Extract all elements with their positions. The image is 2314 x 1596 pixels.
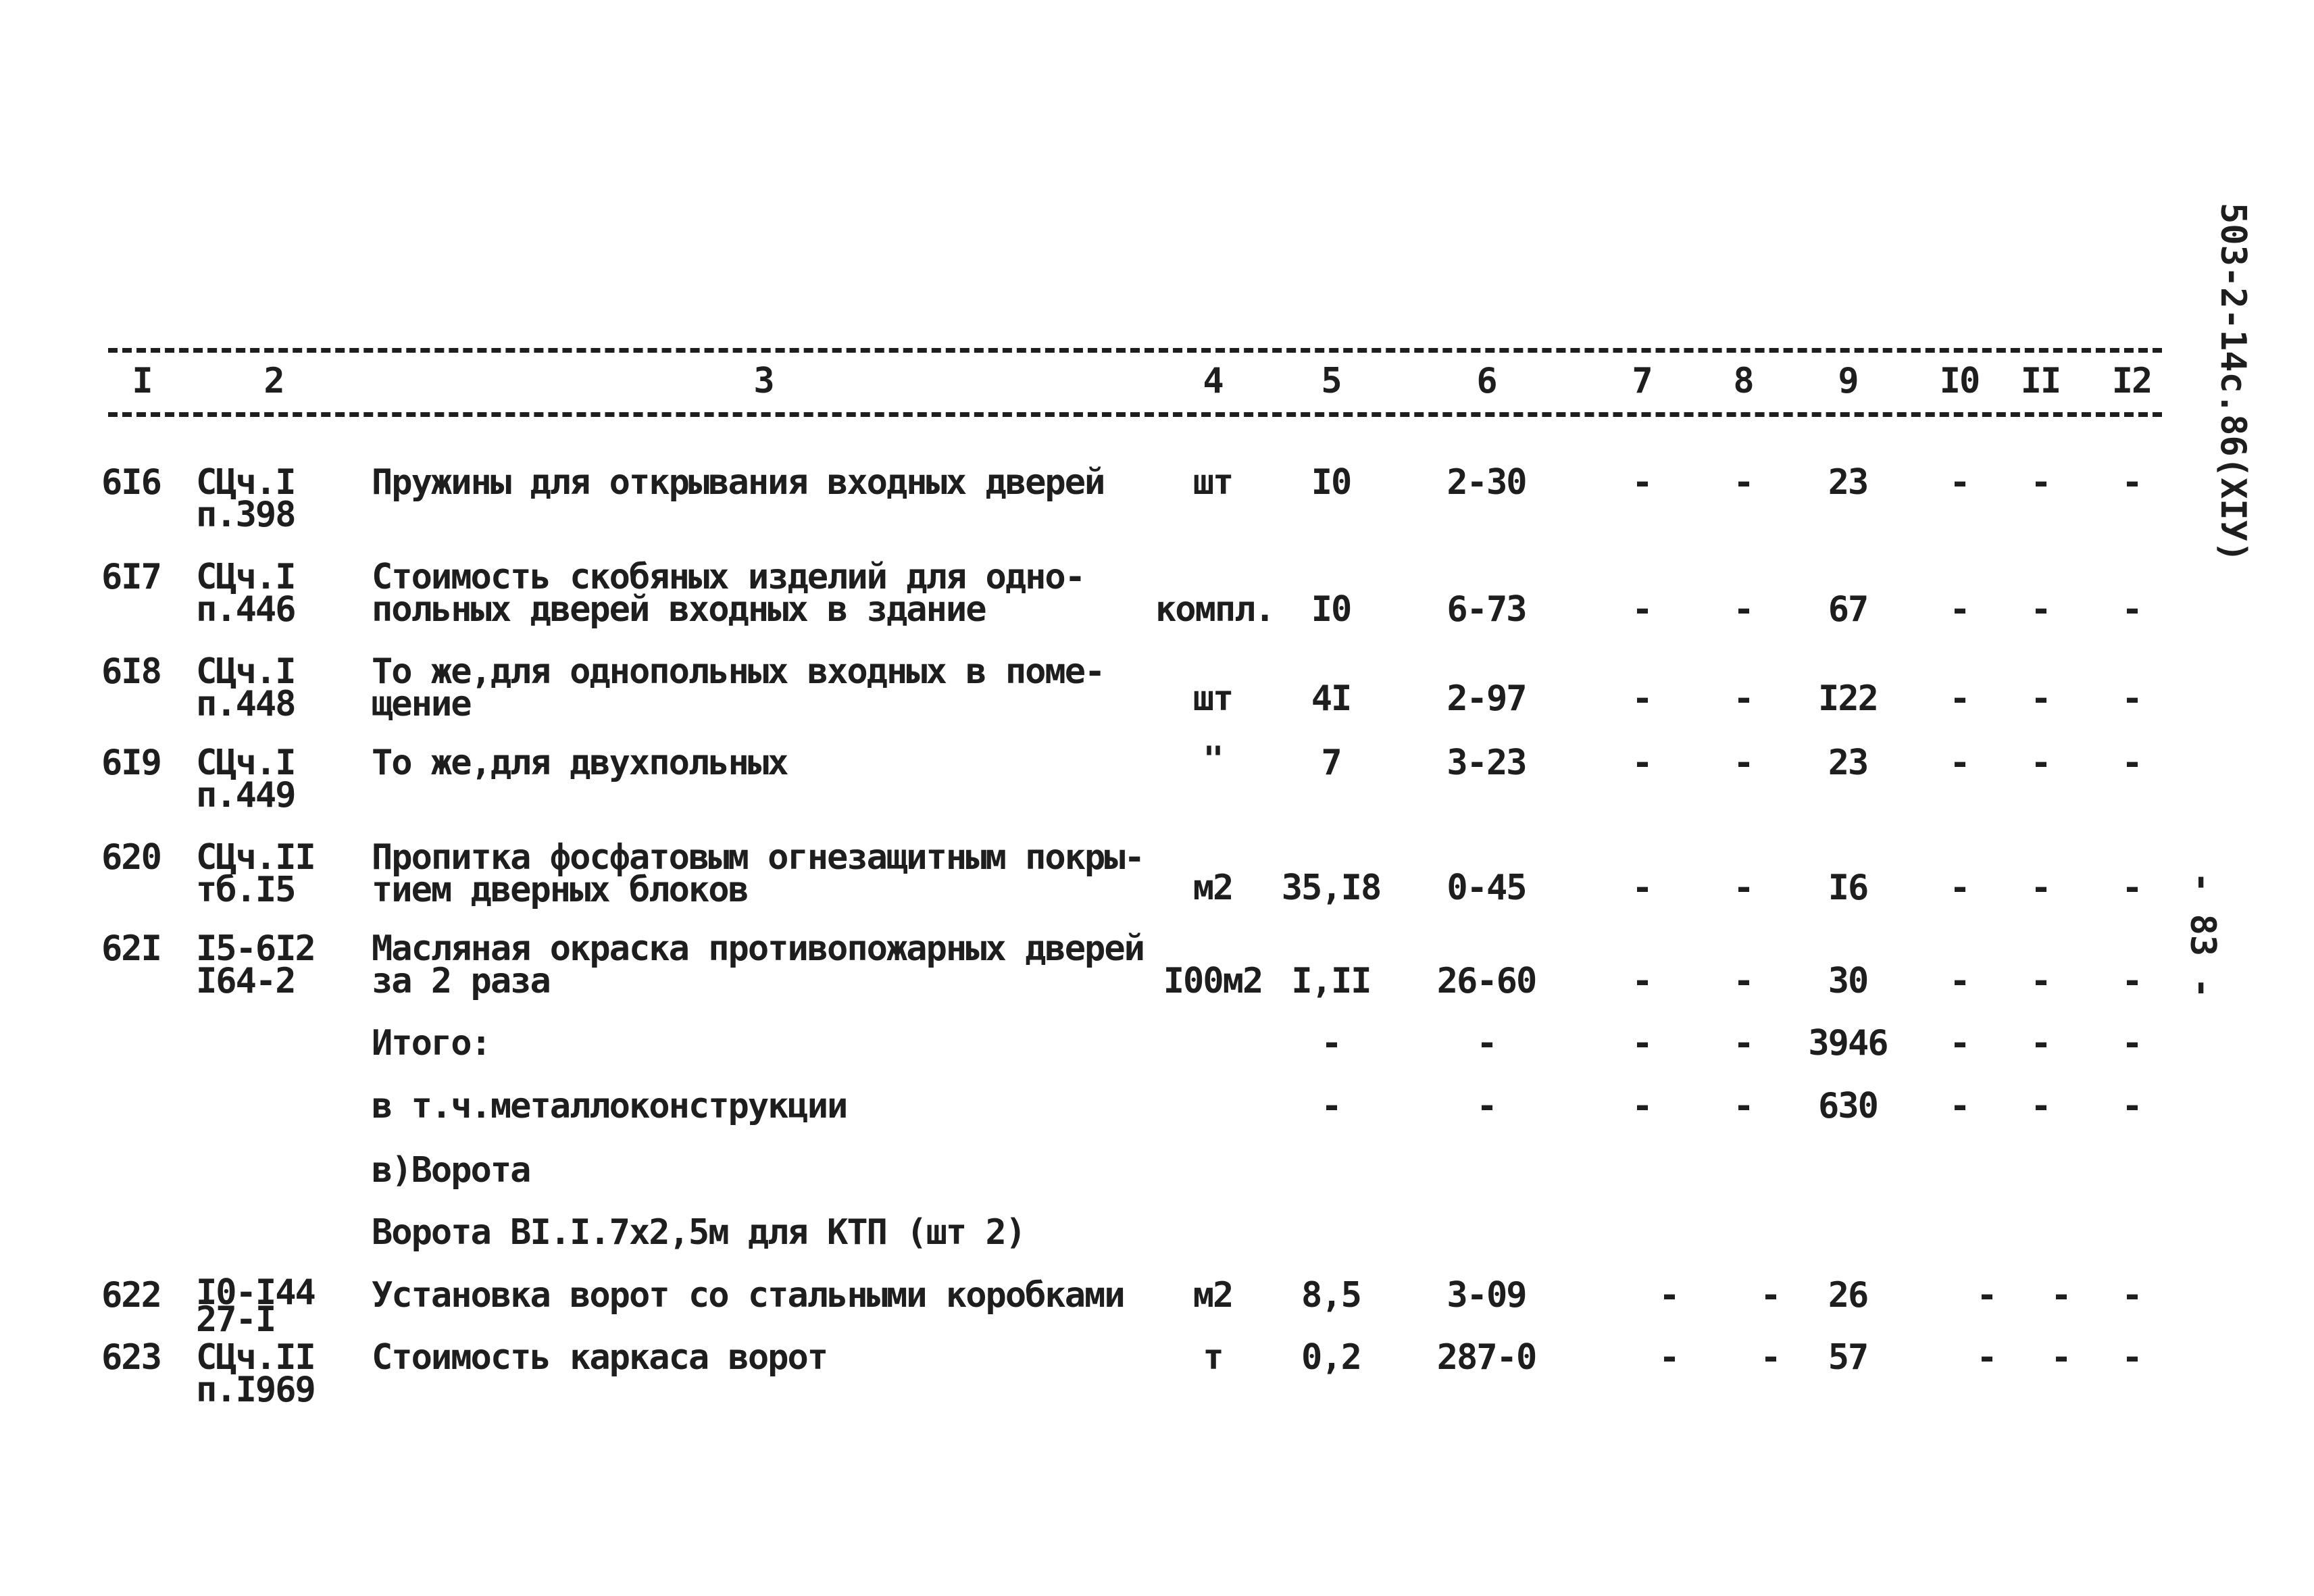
row-unit-price: 3-09 xyxy=(1447,1275,1526,1316)
row-col7: - xyxy=(1632,462,1652,503)
row-unit-price: 6-73 xyxy=(1447,589,1526,630)
row-reference: I5-6I2 I64-2 xyxy=(196,928,315,1001)
row-reference: СЦч.II тб.I5 xyxy=(196,837,315,910)
col-header-8: 8 xyxy=(1733,361,1753,401)
row-col12: - xyxy=(2121,1337,2142,1378)
row-quantity: 8,5 xyxy=(1301,1275,1361,1316)
row-col10: - xyxy=(1949,743,1969,783)
col-header-9: 9 xyxy=(1838,361,1858,401)
col-header-7: 7 xyxy=(1632,361,1652,401)
col-header-12: I2 xyxy=(2111,361,2152,401)
row-col10: - xyxy=(1976,1337,1996,1378)
row-unit: м2 xyxy=(1192,868,1233,908)
row-description: Пружины для открывания входных дверей xyxy=(372,462,1105,503)
subtotal-col12: - xyxy=(2121,1086,2142,1126)
page-number: - 83 - xyxy=(2182,872,2223,999)
row-quantity: I0 xyxy=(1311,589,1351,630)
row-quantity: 7 xyxy=(1321,743,1341,783)
row-number: 620 xyxy=(101,837,161,878)
row-total: 23 xyxy=(1828,743,1868,783)
row-quantity: 0,2 xyxy=(1301,1337,1361,1378)
row-unit: м2 xyxy=(1192,1275,1233,1316)
row-number: 623 xyxy=(101,1337,161,1378)
row-unit-price: 2-30 xyxy=(1447,462,1526,503)
row-quantity: I,II xyxy=(1291,961,1371,1001)
row-number: 6I9 xyxy=(101,743,161,783)
row-description: Пропитка фосфатовым огнезащитным покры- тием дверных блоков xyxy=(372,837,1144,910)
row-description: То же,для двухпольных xyxy=(372,743,788,783)
row-col10: - xyxy=(1949,462,1969,503)
row-col12: - xyxy=(2121,961,2142,1001)
total-col11: - xyxy=(2030,1023,2051,1064)
header-top-rule xyxy=(108,348,2162,353)
row-col8: - xyxy=(1733,868,1753,908)
total-label: Итого: xyxy=(372,1023,491,1064)
row-col10: - xyxy=(1949,868,1969,908)
row-unit: компл. xyxy=(1155,589,1274,630)
row-description: Масляная окраска противопожарных дверей за 2 раза xyxy=(372,928,1144,1001)
total-col12: - xyxy=(2121,1023,2142,1064)
row-col11: - xyxy=(2030,961,2051,1001)
row-unit: шт xyxy=(1192,678,1233,719)
subtotal-sum: 630 xyxy=(1818,1086,1878,1126)
row-unit-price: 2-97 xyxy=(1447,678,1526,719)
subtotal-quantity: - xyxy=(1321,1086,1341,1126)
row-col11: - xyxy=(2030,743,2051,783)
subtotal-col8: - xyxy=(1733,1086,1753,1126)
row-col11: - xyxy=(2030,678,2051,719)
row-col11: - xyxy=(2030,462,2051,503)
subtotal-label: в т.ч.металлоконструкции xyxy=(372,1086,847,1126)
row-number: 6I8 xyxy=(101,651,161,692)
row-col12: - xyxy=(2121,1275,2142,1316)
row-number: 6I6 xyxy=(101,462,161,503)
row-col8: - xyxy=(1733,462,1753,503)
row-col7: - xyxy=(1632,589,1652,630)
row-col8: - xyxy=(1760,1275,1780,1316)
row-total: 26 xyxy=(1828,1275,1868,1316)
subtotal-col7: - xyxy=(1632,1086,1652,1126)
row-description: Стоимость каркаса ворот xyxy=(372,1337,828,1378)
row-total: 30 xyxy=(1828,961,1868,1001)
row-description: Стоимость скобяных изделий для одно- польных дверей входных в здание xyxy=(372,557,1085,630)
row-col7: - xyxy=(1659,1275,1679,1316)
col-header-10: I0 xyxy=(1939,361,1980,401)
row-unit: " xyxy=(1203,739,1223,780)
row-col8: - xyxy=(1733,743,1753,783)
row-reference: СЦч.II п.I969 xyxy=(196,1337,315,1410)
row-col11: - xyxy=(2051,1337,2071,1378)
row-col11: - xyxy=(2051,1275,2071,1316)
section-subtitle: Ворота ВI.I.7х2,5м для КТП (шт 2) xyxy=(372,1212,1026,1253)
subtotal-unit-price: - xyxy=(1476,1086,1496,1126)
row-unit-price: 3-23 xyxy=(1447,743,1526,783)
row-col7: - xyxy=(1632,868,1652,908)
total-col10: - xyxy=(1949,1023,1969,1064)
row-unit-price: 287-0 xyxy=(1436,1337,1536,1378)
row-col12: - xyxy=(2121,868,2142,908)
col-header-3: 3 xyxy=(753,361,774,401)
row-unit-price: 0-45 xyxy=(1447,868,1526,908)
row-col10: - xyxy=(1949,961,1969,1001)
row-reference: СЦч.I п.398 xyxy=(196,462,295,535)
row-quantity: 35,I8 xyxy=(1281,868,1381,908)
row-reference: СЦч.I п.449 xyxy=(196,743,295,816)
row-col10: - xyxy=(1949,589,1969,630)
row-total: 57 xyxy=(1828,1337,1868,1378)
row-col7: - xyxy=(1632,961,1652,1001)
row-quantity: 4I xyxy=(1311,678,1351,719)
subtotal-col10: - xyxy=(1949,1086,1969,1126)
total-col7: - xyxy=(1632,1023,1652,1064)
row-col11: - xyxy=(2030,868,2051,908)
row-reference: I0-I44 27-I xyxy=(196,1272,315,1340)
col-header-1: I xyxy=(132,361,152,401)
col-header-4: 4 xyxy=(1203,361,1223,401)
row-col8: - xyxy=(1733,589,1753,630)
row-col7: - xyxy=(1632,743,1652,783)
document-code: 503-2-14с.86(XIУ) xyxy=(2213,203,2253,563)
row-col8: - xyxy=(1760,1337,1780,1378)
header-bottom-rule xyxy=(108,412,2162,417)
row-number: 622 xyxy=(101,1275,161,1316)
col-header-5: 5 xyxy=(1321,361,1341,401)
row-col10: - xyxy=(1976,1275,1996,1316)
row-col11: - xyxy=(2030,589,2051,630)
row-description: Установка ворот со стальными коробками xyxy=(372,1275,1124,1316)
subtotal-col11: - xyxy=(2030,1086,2051,1126)
row-col12: - xyxy=(2121,589,2142,630)
row-reference: СЦч.I п.448 xyxy=(196,651,295,724)
row-col7: - xyxy=(1632,678,1652,719)
row-col10: - xyxy=(1949,678,1969,719)
col-header-2: 2 xyxy=(263,361,284,401)
row-reference: СЦч.I п.446 xyxy=(196,557,295,630)
row-total: I22 xyxy=(1818,678,1878,719)
section-title: в)Ворота xyxy=(372,1150,530,1191)
col-header-11: II xyxy=(2020,361,2061,401)
row-unit: I00м2 xyxy=(1163,961,1263,1001)
row-total: 67 xyxy=(1828,589,1868,630)
row-col8: - xyxy=(1733,961,1753,1001)
total-sum: 3946 xyxy=(1808,1023,1888,1064)
row-total: I6 xyxy=(1828,868,1868,908)
total-unit-price: - xyxy=(1476,1023,1496,1064)
row-col12: - xyxy=(2121,743,2142,783)
col-header-6: 6 xyxy=(1476,361,1496,401)
row-col12: - xyxy=(2121,678,2142,719)
row-unit: шт xyxy=(1192,462,1233,503)
row-unit: т xyxy=(1203,1337,1223,1378)
row-total: 23 xyxy=(1828,462,1868,503)
row-number: 62I xyxy=(101,928,161,969)
row-description: То же,для однопольных входных в поме- щение xyxy=(372,651,1105,724)
row-quantity: I0 xyxy=(1311,462,1351,503)
row-number: 6I7 xyxy=(101,557,161,597)
total-col8: - xyxy=(1733,1023,1753,1064)
row-unit-price: 26-60 xyxy=(1436,961,1536,1001)
row-col8: - xyxy=(1733,678,1753,719)
row-col7: - xyxy=(1659,1337,1679,1378)
total-quantity: - xyxy=(1321,1023,1341,1064)
row-col12: - xyxy=(2121,462,2142,503)
